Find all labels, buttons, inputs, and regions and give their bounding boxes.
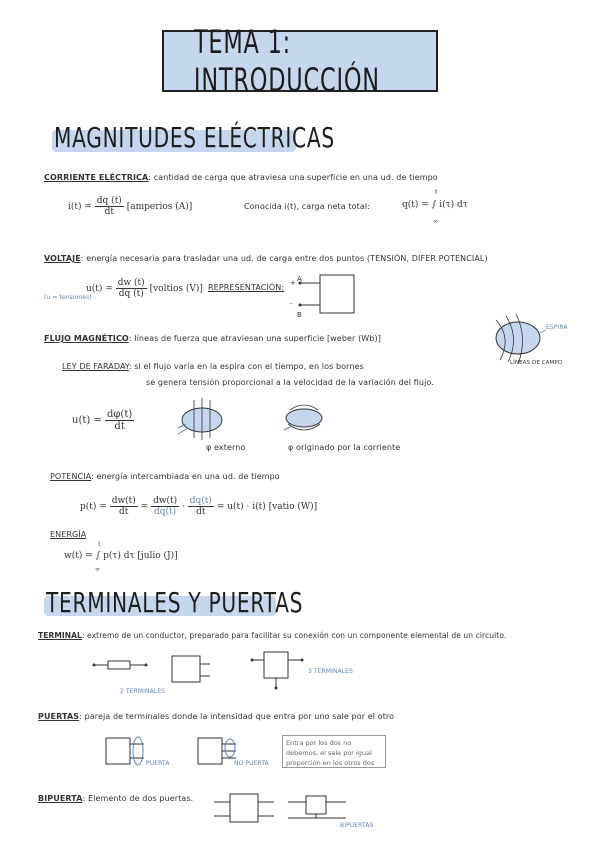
flujo-term: FLUJO MAGNÉTICO — [44, 334, 129, 343]
voltaje-term: VOLTAJE — [44, 254, 81, 263]
potencia-frac1 — [110, 496, 138, 517]
faraday-term: LEY DE FARADAY — [62, 362, 129, 371]
terminal-term: TERMINAL — [38, 631, 82, 640]
voltaje-frac — [116, 278, 147, 299]
flujo-originado-label: φ originado por la corriente — [288, 443, 401, 452]
potencia-d2: dq(t) — [154, 507, 177, 517]
flujo-originado-diagram — [282, 404, 330, 438]
page-title: TEMA 1: INTRODUCCIÓN — [193, 23, 380, 99]
terminal-row — [38, 631, 506, 640]
corriente-num: dq (t) — [96, 196, 122, 206]
energia-int-up: t — [98, 541, 101, 548]
corriente-int-up: t — [435, 189, 438, 196]
potencia-formula: p(t) = $\frac{dw(t)}{dt}$ = $\frac{dw(t)}{dq(t)}$ · $\frac{dq(t)}{dt}$ = u(t) · i(t) [vatio (W)] — [80, 496, 318, 517]
potencia-def: : energía intercambiada en una ud. de tiempo — [91, 472, 280, 481]
puertas-term: PUERTAS — [38, 712, 80, 721]
potencia-d3: dt — [196, 507, 206, 517]
puerta-label: PUERTA — [146, 760, 170, 767]
bipuerta-diagram-1 — [212, 790, 278, 828]
faraday-line1: : si el flujo varía en la espira con el tiempo, en los bornes — [128, 362, 364, 371]
voltaje-repr-label: REPRESENTACIÓN: — [208, 283, 285, 292]
voltaje-def: : energía necesaria para trasladar una ud. de carga entre dos puntos (TENSIÓN, DIFER POTENCIAL) — [80, 254, 488, 263]
voltaje-den: dq (t) — [118, 289, 144, 299]
voltaje-plus: + — [290, 279, 296, 287]
potencia-frac2 — [151, 496, 179, 517]
energia-term: ENERGÍA — [50, 530, 87, 539]
potencia-frac3 — [188, 496, 214, 517]
energia-unit: [julio (J)] — [137, 551, 178, 561]
voltaje-repr — [208, 283, 284, 292]
faraday-den: dt — [114, 421, 125, 432]
bipuerta-row — [38, 794, 193, 803]
potencia-n3: dq(t) — [189, 496, 212, 506]
potencia-d1: dt — [119, 507, 129, 517]
corriente-conocida: Conocida i(t), carga neta total: — [244, 202, 371, 211]
potencia-n1: dw(t) — [111, 496, 136, 506]
voltaje-num: dw (t) — [117, 278, 145, 288]
puertas-row — [38, 712, 394, 721]
faraday-formula — [72, 409, 134, 432]
voltaje-lhs: u(t) = — [86, 284, 113, 294]
espira-label: ESPIRA — [546, 324, 568, 331]
voltaje-b: B — [297, 311, 302, 319]
corriente-formula — [68, 196, 192, 217]
dos-terminales-label: 2 TERMINALES — [120, 688, 166, 695]
potencia-lhs: p(t) = — [80, 502, 107, 512]
potencia-row — [50, 472, 280, 481]
corriente-unit: [amperios (A)] — [126, 202, 193, 212]
voltaje-formula — [86, 278, 203, 299]
bloque-diagram — [162, 652, 212, 686]
faraday-num: dφ(t) — [107, 409, 133, 420]
energia-row — [50, 530, 86, 539]
potencia-unit: [vatio (W)] — [268, 502, 318, 512]
potencia-rhs: = u(t) · i(t) — [216, 502, 266, 512]
energia-expr: w(t) = ∫ p(τ) dτ — [64, 551, 135, 561]
bipuerta-term: BIPUERTA — [38, 794, 83, 803]
potencia-term: POTENCIA — [50, 472, 92, 481]
voltaje-note: (u = tensiones) — [44, 294, 92, 301]
bipuerta-label: BIPUERTAS — [340, 822, 374, 829]
corriente-term: CORRIENTE ELÉCTRICA — [44, 173, 149, 182]
energia-formula — [64, 551, 178, 561]
flujo-row — [44, 334, 381, 343]
corriente-integral: q(t) = ∫ i(τ) dτ — [402, 200, 468, 210]
no-puerta-label: NO PUERTA — [234, 760, 269, 767]
voltaje-unit: [voltios (V)] — [149, 284, 203, 294]
voltaje-row — [44, 254, 488, 263]
title-box — [162, 23, 438, 99]
tres-terminales-diagram — [248, 648, 304, 692]
flujo-externo-diagram — [176, 398, 236, 442]
faraday-lhs: u(t) = — [72, 415, 102, 426]
terminal-def: : extremo de un conductor, preparado para facilitar su conexión con un componente elemental de un circuito. — [81, 631, 507, 640]
puerta-diagram — [104, 734, 148, 770]
flujo-externo-label: φ externo — [206, 443, 246, 452]
flujo-def: : líneas de fuerza que atraviesan una superficie [weber (Wb)] — [128, 334, 381, 343]
potencia-n2: dw(t) — [153, 496, 178, 506]
voltaje-a: A — [297, 275, 302, 283]
puertas-def: : pareja de terminales donde la intensidad que entra por uno sale por el otro — [79, 712, 395, 721]
faraday-line2: se genera tensión proporcional a la velocidad de la variación del flujo. — [146, 378, 434, 387]
section-title-terminales: TERMINALES Y PUERTAS — [46, 586, 304, 619]
corriente-row — [44, 173, 438, 182]
voltaje-minus: - — [290, 300, 293, 308]
faraday-row — [62, 362, 364, 371]
corriente-int-low: ∞ — [433, 218, 438, 225]
tres-terminales-label: 3 TERMINALES — [308, 668, 354, 675]
puertas-note: Entra por los dos no debemos, el sale por igual proporción en los otros dos — [282, 735, 386, 768]
bipuerta-diagram-2 — [286, 792, 352, 822]
corriente-den: dt — [104, 207, 114, 217]
corriente-def: : cantidad de carga que atraviesa una superficie en una ud. de tiempo — [148, 173, 438, 182]
lineas-label: LÍNEAS DE CAMPO — [510, 360, 563, 366]
faraday-frac — [105, 409, 134, 432]
bipuerta-def: : Elemento de dos puertas. — [82, 794, 194, 803]
corriente-frac — [95, 196, 124, 217]
energia-int-low: ∞ — [95, 566, 100, 573]
corriente-lhs: i(t) = — [68, 202, 92, 212]
dos-terminales-diagram — [90, 658, 150, 672]
section-title-magnitudes: MAGNITUDES ELÉCTRICAS — [54, 121, 335, 154]
